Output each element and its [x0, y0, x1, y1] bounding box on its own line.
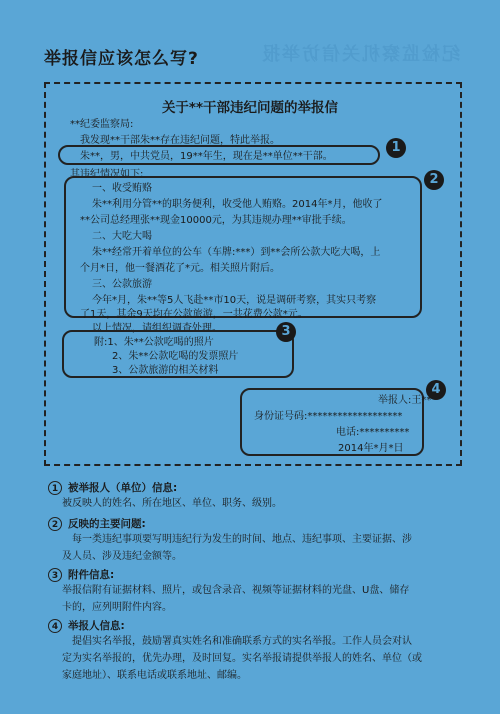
note-3-heading — [48, 567, 114, 582]
note-3-text — [62, 582, 409, 616]
date-line: 2014年*月*日 — [338, 443, 404, 454]
attachment-3: 3、公款旅游的相关材料 — [112, 365, 219, 376]
note-title: 举报人信息: — [68, 620, 125, 632]
intro-line: 我发现**干部朱**存在违纪问题，特此举报。 — [80, 135, 280, 146]
note-number: 3 — [48, 568, 62, 582]
note-number: 1 — [48, 481, 62, 495]
note-4-heading — [48, 618, 125, 633]
note-line: 举报信附有证据材料、照片，或包含录音、视频等证据材料的光盘、U盘、储存 — [62, 585, 410, 596]
attachment-2: 2、朱**公款吃喝的发票照片 — [112, 351, 239, 362]
badge-4: 4 — [426, 380, 446, 400]
section-3-line-2: 了1天，其余9天均在公款旅游，一共花费公款*元。 — [80, 309, 308, 320]
badge-1: 1 — [386, 138, 406, 158]
reportee-line: 朱**，男，中共党员，19**年生，现在是**单位**干部。 — [80, 151, 333, 162]
note-number: 4 — [48, 619, 62, 633]
note-line: 定为实名举报的，优先办理，及时回复。实名举报请提供举报人的姓名、单位（或 — [62, 653, 422, 664]
situation-heading: 其违纪情况如下: — [70, 169, 144, 180]
note-line: 家庭地址）、联系电话或联系地址、邮编。 — [62, 670, 247, 681]
note-line: 每一类违纪事项要写明违纪行为发生的时间、地点、违纪事项、主要证据、涉 — [72, 534, 412, 545]
note-line: 提倡实名举报，鼓励署真实姓名和准确联系方式的实名举报。工作人员会对认 — [72, 636, 412, 647]
bleed-through-text: 纪检监察机关信访举报 — [260, 44, 460, 65]
attachment-1: 附:1、朱**公款吃喝的照片 — [94, 337, 214, 348]
note-2-heading — [48, 516, 146, 531]
section-2-heading: 二、大吃大喝 — [92, 231, 152, 242]
page-title: 举报信应该怎么写? — [44, 49, 199, 69]
note-line: 被反映人的姓名、所在地区、单位、职务、级别。 — [62, 498, 282, 509]
note-line: 及人员、涉及违纪金额等。 — [62, 551, 182, 562]
note-1-text — [62, 495, 282, 512]
note-number: 2 — [48, 517, 62, 531]
note-title: 附件信息: — [68, 569, 115, 581]
id-number-line: 身份证号码:******************* — [254, 411, 403, 422]
section-3-line-1: 今年*月，朱**等5人飞赴**市10天，说是调研考察，其实只考察 — [92, 295, 377, 306]
badge-3: 3 — [276, 322, 296, 342]
note-2-text — [62, 531, 412, 565]
note-line: 卡的，应列明附件内容。 — [62, 602, 172, 613]
note-4-text — [62, 633, 422, 684]
section-1-line-1: 朱**利用分管**的职务便利，收受他人贿赂。2014年*月，他收了 — [92, 199, 383, 210]
signer-line: 举报人:王** — [378, 395, 432, 406]
badge-2: 2 — [424, 170, 444, 190]
section-2-line-1: 朱**经常开着单位的公车（车牌:***）到**会所公款大吃大喝，上 — [92, 247, 381, 258]
salutation: **纪委监察局: — [70, 119, 134, 130]
section-2-line-2: 个月*日，他一餐酒花了*元。相关照片附后。 — [80, 263, 280, 274]
closing-line: 以上情况，请组织调查处理。 — [92, 323, 222, 334]
letter-title: 关于**干部违纪问题的举报信 — [161, 100, 339, 116]
section-3-heading: 三、公款旅游 — [92, 279, 152, 290]
note-title: 被举报人（单位）信息: — [68, 482, 178, 494]
section-1-heading: 一、收受贿赂 — [92, 183, 152, 194]
note-title: 反映的主要问题: — [68, 518, 146, 530]
section-1-line-2: **公司总经理张**现金10000元，为其违规办理**审批手续。 — [80, 215, 352, 226]
note-1-heading — [48, 480, 177, 495]
phone-line: 电话:********** — [336, 427, 410, 438]
